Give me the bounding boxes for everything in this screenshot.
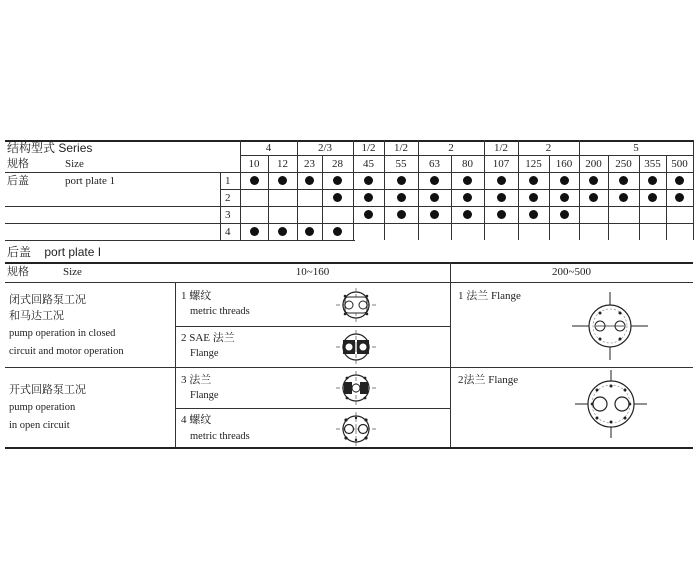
availability-dot — [675, 193, 684, 202]
port-plate-3-drawing — [332, 370, 380, 406]
group-divider — [693, 140, 694, 240]
option-2-title: 2 SAE 法兰 — [181, 332, 235, 344]
availability-dot — [497, 193, 506, 202]
option-2-sub: Flange — [190, 348, 219, 359]
row1-rule — [220, 189, 693, 190]
group-divider — [579, 140, 580, 240]
availability-dot — [430, 193, 439, 202]
availability-dot — [463, 193, 472, 202]
availability-dot — [560, 210, 569, 219]
group-divider — [418, 140, 419, 240]
size-label-en: Size — [65, 158, 84, 170]
size-value: 55 — [395, 158, 407, 170]
option-4-title: 4 螺纹 — [181, 414, 212, 426]
series-group-label: 2 — [545, 142, 552, 154]
availability-dot — [364, 210, 373, 219]
size-row-rule — [5, 172, 693, 173]
series-group-label: 2/3 — [317, 142, 333, 154]
group-divider — [518, 140, 519, 240]
availability-dot — [250, 176, 259, 185]
availability-dot — [430, 210, 439, 219]
bottom-top-rule — [5, 262, 693, 264]
option-3-title: 3 法兰 — [181, 374, 212, 386]
series-group-label: 4 — [265, 142, 272, 154]
availability-dot — [278, 227, 287, 236]
size-label-cn: 规格 — [7, 158, 29, 170]
series-group-label: 1/2 — [493, 142, 509, 154]
availability-dot — [397, 210, 406, 219]
size-value: 80 — [462, 158, 473, 170]
port-label-cn: 后盖 — [7, 175, 29, 187]
size-value: 63 — [429, 158, 440, 170]
bottom-size-rule — [5, 282, 693, 283]
group-divider — [297, 140, 298, 240]
plate-row-label: 2 — [225, 192, 231, 204]
large-flange-1-drawing — [570, 290, 650, 362]
size-value: 125 — [525, 158, 542, 170]
mode-split-line — [175, 282, 176, 447]
series-group-label: 1/2 — [393, 142, 409, 154]
size-value: 200 — [585, 158, 602, 170]
series-group-label: 5 — [633, 142, 639, 154]
closed-en-1: pump operation in closed — [9, 328, 116, 339]
availability-dot — [397, 193, 406, 202]
large-option-1-title: 1 法兰 Flange — [458, 290, 521, 302]
series-title: 结构型式 Series — [7, 141, 93, 155]
availability-dot — [497, 210, 506, 219]
availability-dot — [560, 176, 569, 185]
availability-dot — [430, 176, 439, 185]
size-value: 10 — [248, 158, 260, 170]
availability-dot — [529, 176, 538, 185]
availability-dot — [560, 193, 569, 202]
port-plate-title: 后盖 port plate I — [7, 245, 102, 259]
opt3-4-rule — [175, 408, 450, 409]
closed-en-2: circuit and motor operation — [9, 346, 124, 357]
range-large: 200~500 — [552, 266, 591, 278]
series-group-label: 2 — [448, 142, 454, 154]
availability-dot — [619, 176, 628, 185]
availability-dot — [529, 210, 538, 219]
group-divider — [353, 140, 354, 240]
availability-dot — [675, 176, 684, 185]
size-value: 355 — [644, 158, 661, 170]
size-value: 500 — [671, 158, 688, 170]
availability-dot — [463, 210, 472, 219]
group-divider — [484, 140, 485, 240]
availability-dot — [589, 193, 598, 202]
availability-dot — [364, 193, 373, 202]
port-label-en: port plate 1 — [65, 175, 116, 187]
group-divider — [240, 140, 241, 240]
size-value: 250 — [615, 158, 632, 170]
plate-row-label: 1 — [225, 175, 231, 187]
availability-dot — [278, 176, 287, 185]
port-plate-2-drawing — [332, 329, 380, 365]
port-plate-1-drawing — [332, 287, 380, 323]
open-en-2: in open circuit — [9, 420, 70, 431]
plate-row-label: 4 — [225, 226, 231, 238]
closed-cn-1: 闭式回路泵工况 — [9, 294, 86, 306]
size-label-en: Size — [63, 266, 82, 278]
option-4-sub: metric threads — [190, 431, 250, 442]
plate-row-label: 3 — [225, 209, 231, 221]
availability-dot — [305, 176, 314, 185]
row3-rule — [5, 223, 693, 224]
availability-dot — [589, 176, 598, 185]
availability-dot — [333, 193, 342, 202]
group-divider — [384, 140, 385, 240]
availability-dot — [529, 193, 538, 202]
size-value: 45 — [363, 158, 374, 170]
availability-dot — [497, 176, 506, 185]
closed-cn-2: 和马达工况 — [9, 310, 64, 322]
table-top-rule — [5, 140, 693, 142]
size-split-line — [450, 262, 451, 447]
option-1-title: 1 螺纹 — [181, 290, 212, 302]
open-en-1: pump operation — [9, 402, 76, 413]
availability-dot — [619, 193, 628, 202]
group-row-rule — [240, 155, 693, 156]
bottom-end-rule — [5, 447, 693, 449]
availability-dot — [648, 193, 657, 202]
size-value: 160 — [555, 158, 573, 170]
availability-dot — [333, 176, 342, 185]
opt1-2-rule — [175, 326, 450, 327]
availability-dot — [305, 227, 314, 236]
plate-number-divider — [220, 172, 221, 240]
availability-dot — [250, 227, 259, 236]
availability-dot — [333, 227, 342, 236]
availability-dot — [463, 176, 472, 185]
option-1-sub: metric threads — [190, 306, 250, 317]
row2-rule — [5, 206, 693, 207]
size-value: 28 — [332, 158, 343, 170]
range-small: 10~160 — [295, 266, 330, 278]
size-value: 23 — [304, 158, 315, 170]
availability-dot — [397, 176, 406, 185]
port-plate-4-drawing — [332, 411, 380, 447]
large-flange-2-drawing — [573, 368, 649, 440]
size-value: 107 — [492, 158, 510, 170]
size-label-cn: 规格 — [7, 266, 29, 278]
row4-rule — [5, 240, 355, 241]
large-option-2-title: 2法兰 Flange — [458, 374, 519, 386]
availability-dot — [648, 176, 657, 185]
size-value: 12 — [277, 158, 288, 170]
option-3-sub: Flange — [190, 390, 219, 401]
open-cn-1: 开式回路泵工况 — [9, 384, 86, 396]
availability-dot — [364, 176, 373, 185]
series-group-label: 1/2 — [361, 142, 376, 154]
